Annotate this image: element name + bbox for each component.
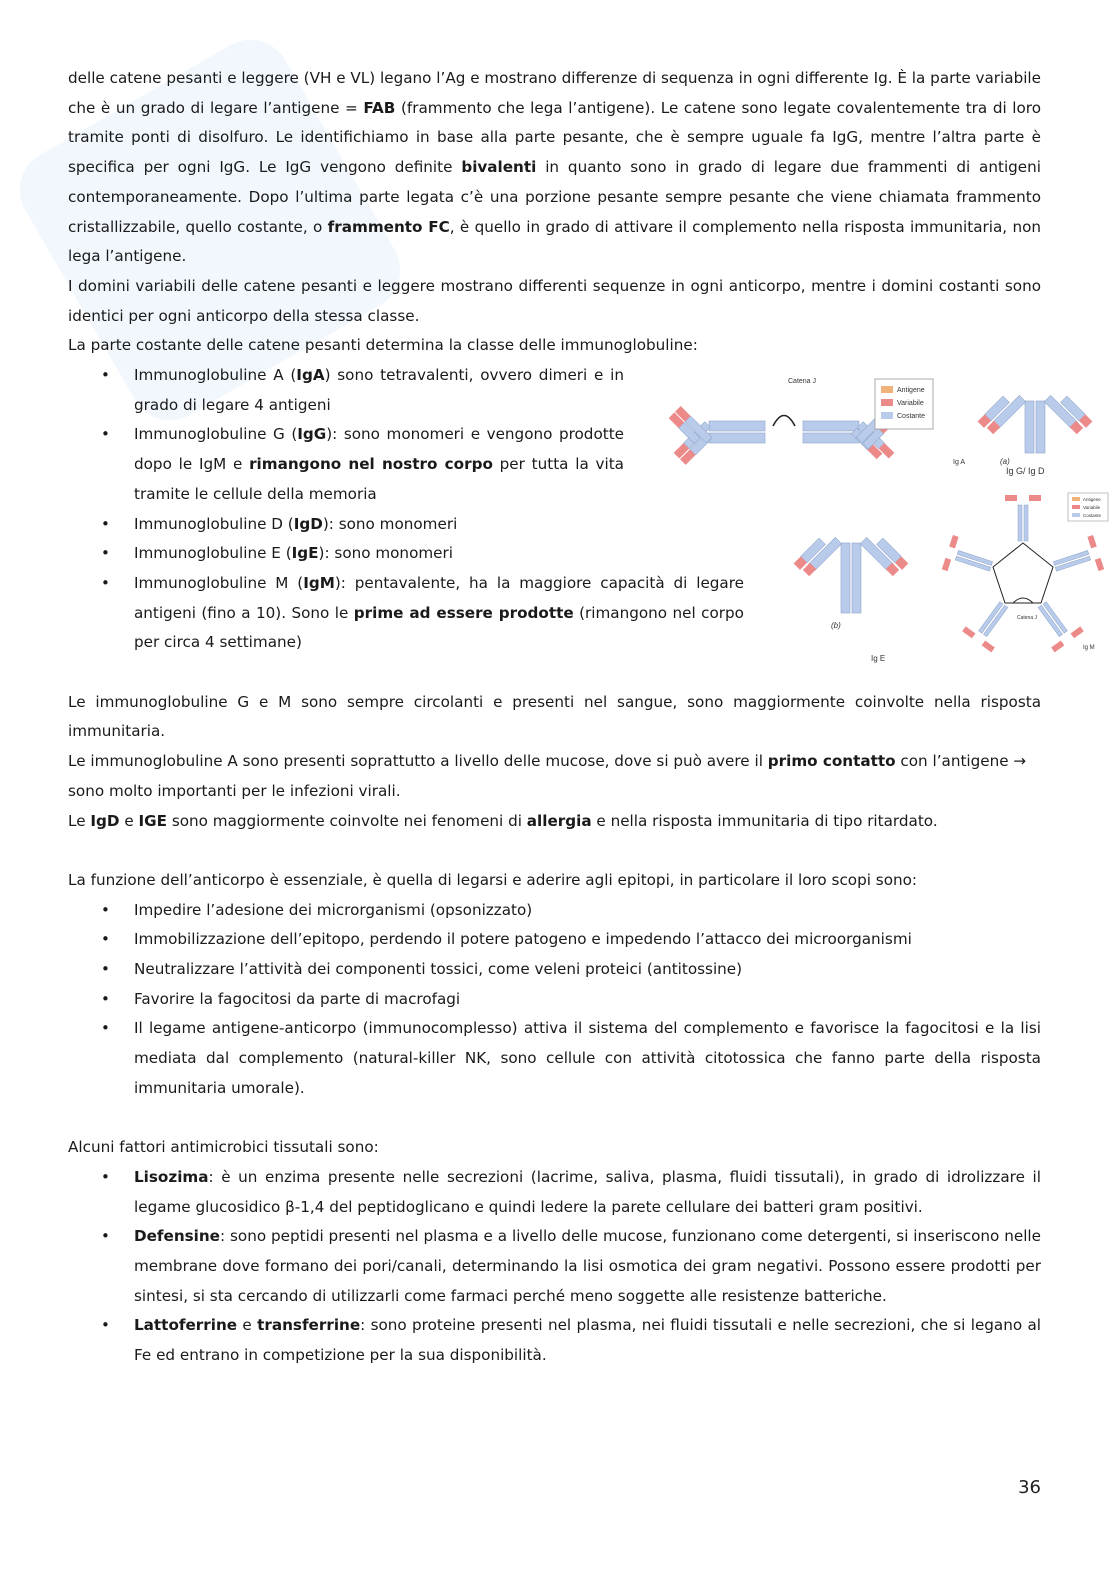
ige-label: Ig E	[871, 654, 886, 664]
allergy-paragraph: Le IgD e IGE sono maggiormente coinvolte nei fenomeni di allergia e nella risposta immunitaria di tipo ritardato.	[68, 811, 938, 830]
class-intro-paragraph: La parte costante delle catene pesanti determina la classe delle immunoglobuline:	[68, 336, 698, 355]
function-intro-paragraph: La funzione dell’anticorpo è essenziale, è quella di legarsi e aderire agli epitopi, in particolare il loro scopi sono:	[68, 870, 918, 889]
circulating-paragraph: Le immunoglobuline G e M sono sempre circolanti e presenti nel sangue, sono maggiormente coinvolte nella risposta immunitaria.	[68, 692, 1041, 741]
intro-paragraph: delle catene pesanti e leggere (VH e VL) legano l’Ag e mostrano differenze di sequenza in ogni differente Ig. È la parte variabile che è un grado di legare l’antigene = FAB (frammento che lega l’antigene). Le catene sono legate covalentemente tra di loro tramite ponti di disolfuro. Le identifichiamo in base alla parte pesante, che è sempre uguale fa IgG, mentre l’altra parte è specifica per ogni IgG. Le IgG vengono definite bivalenti in quanto sono in grado di legare due frammenti di antigeni contemporaneamente. Dopo l’ultima parte legata c’è una porzione pesante sempre pesante che viene chiamata frammento cristallizzabile, quello costante, o frammento FC, è quello in grado di attivare il complemento nella risposta immunitaria, non lega l’antigene.	[68, 69, 1042, 266]
list-item: • Lisozima: è un enzima presente nelle secrezioni (lacrime, saliva, plasma, fluidi tissutali), in grado di idrolizzare il legame glucosidico β-1,4 del peptidoglicano e quindi ledere la parete cellulare dei batteri gram positivi.	[68, 1163, 1041, 1222]
page-number: 36	[1018, 1477, 1041, 1498]
legend	[875, 379, 933, 429]
ige-diagram	[794, 530, 909, 613]
factors-list	[68, 1163, 1041, 1371]
classes-list	[68, 361, 744, 658]
page-content	[68, 64, 1102, 1371]
legend-small-variabile: Variabile	[1083, 505, 1101, 511]
catena-j-label: Catena J	[788, 378, 817, 386]
legend-small-costante: Costante	[1083, 513, 1102, 519]
list-item: • Immunoglobuline G (IgG): sono monomeri e vengono prodotte dopo le IgM e rimangono nel nostro corpo per tutta la vita tramite le cellule della memoria	[68, 420, 624, 509]
list-item: • Impedire l’adesione dei microrganismi (opsonizzato)	[68, 896, 1041, 926]
classes-section	[68, 361, 1102, 664]
igg-igd-diagram	[978, 388, 1093, 453]
factors-intro-paragraph: Alcuni fattori antimicrobici tissutali sono:	[68, 1138, 379, 1157]
list-item: • Immunoglobuline M (IgM): pentavalente, ha la maggiore capacità di legare antigeni (fino a 10). Sono le prime ad essere prodotte (rimangono nel corpo per circa 4 settimane)	[68, 569, 744, 658]
legend-small-antigene: Antigene	[1083, 497, 1101, 503]
igm-label: Ig M	[1083, 645, 1095, 652]
legend-antigene: Antigene	[897, 387, 925, 395]
iga-mucose-paragraph: Le immunoglobuline A sono presenti soprattutto a livello delle mucose, dove si può avere il primo contatto con l’antigene → sono molto importanti per le infezioni virali.	[68, 752, 1027, 800]
list-item: • Immunoglobuline D (IgD): sono monomeri	[68, 510, 624, 540]
immunoglobulin-figure	[653, 371, 1102, 671]
legend-variabile: Variabile	[897, 400, 924, 408]
iga-label: Ig A	[953, 459, 966, 467]
legend-small	[1068, 493, 1108, 521]
panel-b-label: (b)	[831, 621, 841, 631]
list-item: • Favorire la fagocitosi da parte di macrofagi	[68, 985, 1041, 1015]
legend-costante: Costante	[897, 413, 926, 421]
igg-igd-label: Ig G/ Ig D	[1006, 466, 1045, 477]
catena-j-bottom-label: Catena J	[1017, 615, 1038, 622]
list-item: • Immunoglobuline A (IgA) sono tetravalenti, ovvero dimeri e in grado di legare 4 antigeni	[68, 361, 624, 420]
list-item: • Il legame antigene-anticorpo (immunocomplesso) attiva il sistema del complemento e favorisce la fagocitosi e la lisi mediata dal complemento (natural-killer NK, sono cellule con attività citotossica che fanno parte della risposta immunitaria umorale).	[68, 1014, 1041, 1103]
list-item: • Immobilizzazione dell’epitopo, perdendo il potere patogeno e impedendo l’attacco dei microorganismi	[68, 925, 1041, 955]
list-item: • Neutralizzare l’attività dei componenti tossici, come veleni proteici (antitossine)	[68, 955, 1041, 985]
list-item: • Lattoferrine e transferrine: sono proteine presenti nel plasma, nei fluidi tissutali e nelle secrezioni, che si legano al Fe ed entrano in competizione per la sua disponibilità.	[68, 1311, 1041, 1370]
functions-list	[68, 896, 1041, 1104]
domains-paragraph: I domini variabili delle catene pesanti e leggere mostrano differenti sequenze in ogni anticorpo, mentre i domini costanti sono identici per ogni anticorpo della stessa classe.	[68, 276, 1041, 325]
list-item: • Immunoglobuline E (IgE): sono monomeri	[68, 539, 624, 569]
iga-dimer-diagram	[669, 378, 900, 465]
list-item: • Defensine: sono peptidi presenti nel plasma e a livello delle mucose, funzionano come detergenti, si inseriscono nelle membrane dove formano dei pori/canali, determinando la lisi osmotica dei gram negativi. Possono essere prodotti per sintesi, si sta cercando di utilizzarli come farmaci perché meno soggette alle resistenze batteriche.	[68, 1222, 1041, 1311]
panel-a-label: (a)	[1000, 457, 1010, 467]
